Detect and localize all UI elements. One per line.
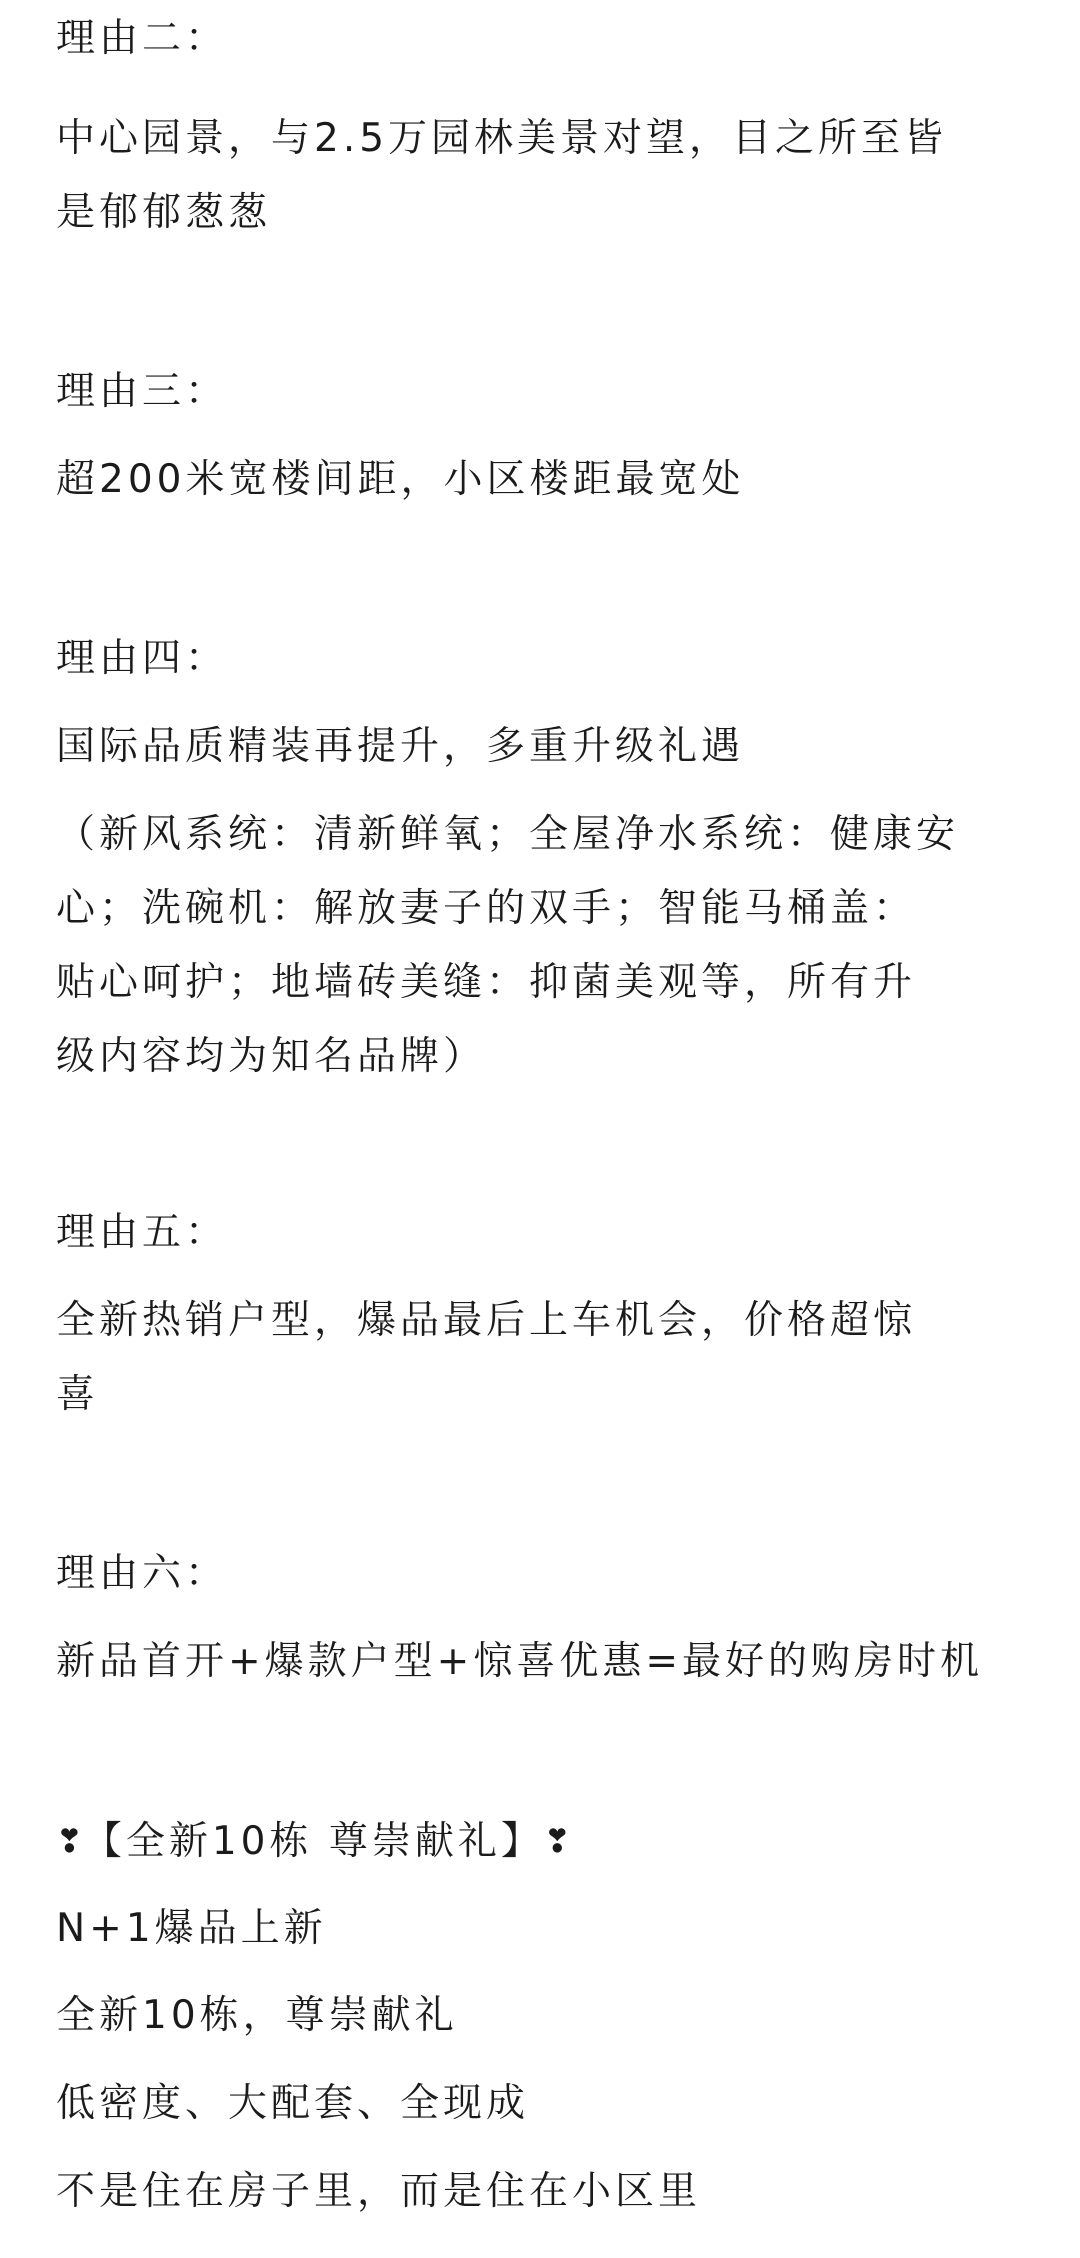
reason-5-heading: 理由五： xyxy=(56,1210,229,1255)
reason-2-line-2: 是郁郁葱葱 xyxy=(56,190,272,235)
heart-exclamation-icon: ❣ xyxy=(543,1822,571,1860)
reason-4-line-2: （新风系统：清新鲜氧；全屋净水系统：健康安 xyxy=(56,812,960,857)
reason-3-line-1: 超200米宽楼间距，小区楼距最宽处 xyxy=(56,457,745,502)
reason-2-line-1: 中心园景，与2.5万园林美景对望，目之所至皆 xyxy=(56,116,948,161)
promo-line-4: 不是住在房子里，而是住在小区里 xyxy=(56,2169,702,2214)
promo-line-2: 全新10栋，尊崇献礼 xyxy=(56,1993,458,2038)
promo-title-line xyxy=(56,1804,1044,1878)
reason-4-line-5: 级内容均为知名品牌） xyxy=(56,1034,487,1079)
promo-title: 【全新10栋 尊崇献礼】 xyxy=(82,1819,544,1864)
reason-4-line-1: 国际品质精装再提升，多重升级礼遇 xyxy=(56,724,745,769)
reason-2-heading: 理由二： xyxy=(56,16,229,61)
reason-5-line-1: 全新热销户型，爆品最后上车机会，价格超惊 xyxy=(56,1298,917,1343)
reason-6-heading: 理由六： xyxy=(56,1551,229,1596)
reason-5-line-2: 喜 xyxy=(56,1372,100,1417)
reason-6-line-1: 新品首开+爆款户型+惊喜优惠=最好的购房时机 xyxy=(56,1639,984,1684)
reason-3-heading: 理由三： xyxy=(56,369,229,414)
promo-line-1: N+1爆品上新 xyxy=(56,1906,327,1951)
reason-4-heading: 理由四： xyxy=(56,636,229,681)
heart-exclamation-icon: ❣ xyxy=(56,1822,83,1860)
promo-line-3: 低密度、大配套、全现成 xyxy=(56,2081,530,2126)
reason-4-line-4: 贴心呵护；地墙砖美缝：抑菌美观等，所有升 xyxy=(56,960,917,1005)
reason-4-line-3: 心；洗碗机：解放妻子的双手；智能马桶盖： xyxy=(56,886,917,931)
